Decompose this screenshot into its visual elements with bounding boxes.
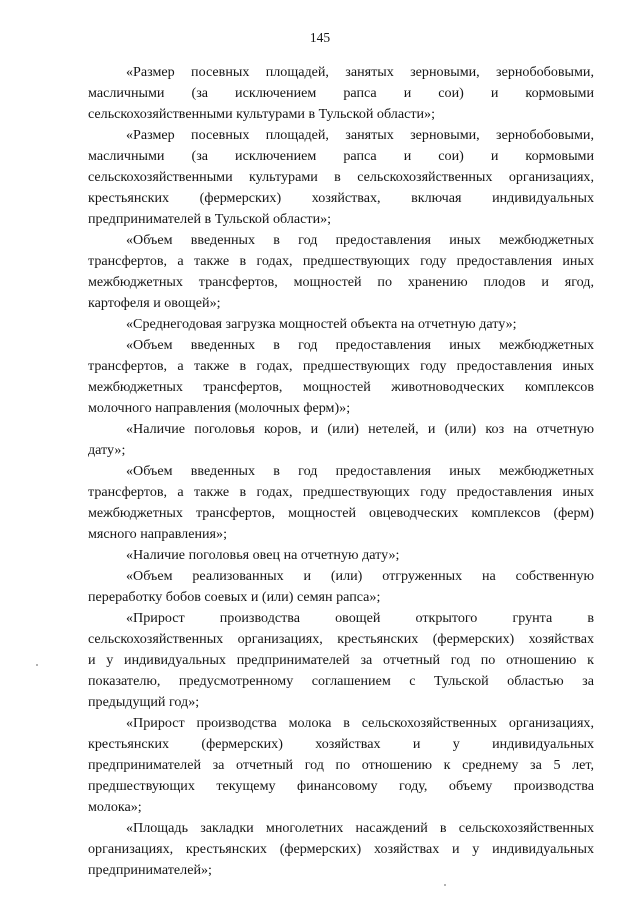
paragraph: [88, 125, 594, 230]
page-number: 145: [309, 30, 331, 45]
paragraph: [88, 335, 594, 419]
text-line: «Объем реализованных и (или) отгруженных на собственную: [126, 568, 594, 584]
paragraph: [88, 419, 594, 461]
text-line: сельскохозяйственными культурами в Тульской области»;: [88, 106, 436, 122]
text-line: «Прирост производства молока в сельскохозяйственных организациях,: [126, 715, 594, 731]
text-line: «Площадь закладки многолетних насаждений в сельскохозяйственных: [126, 820, 594, 836]
text-line: организациях, крестьянских (фермерских) хозяйствах и у индивидуальных: [88, 841, 594, 857]
text-line: трансфертов, а также в годах, предшествующих году предоставления иных: [88, 253, 594, 269]
text-line: межбюджетных трансфертов, мощностей овцеводческих комплексов (ферм): [88, 505, 594, 521]
text-line: молочного направления (молочных ферм)»;: [88, 400, 351, 416]
text-line: картофеля и овощей»;: [88, 295, 221, 311]
text-line: трансфертов, а также в годах, предшествующих году предоставления иных: [88, 484, 594, 500]
text-line: мясного направления»;: [88, 526, 227, 542]
text-line: масличными (за исключением рапса и сои) и кормовыми: [88, 148, 594, 164]
paragraph: [88, 608, 594, 713]
text-line: предпринимателей за отчетный год по отношению к среднему за 5 лет,: [88, 757, 594, 773]
paragraph: [88, 62, 594, 125]
paragraph: [88, 566, 594, 608]
text-line: крестьянских (фермерских) хозяйствах и у индивидуальных: [88, 736, 594, 752]
paragraph: [88, 713, 594, 818]
text-line: предыдущий год»;: [88, 694, 200, 710]
paragraph: [88, 545, 594, 566]
scan-speck: [36, 664, 38, 666]
text-line: сельскохозяйственными культурами в сельскохозяйственных организациях,: [88, 169, 594, 185]
text-line: показателю, предусмотренному соглашением с Тульской областью за: [88, 673, 594, 689]
text-line: переработку бобов соевых и (или) семян рапса»;: [88, 589, 381, 605]
text-line: межбюджетных трансфертов, мощностей животноводческих комплексов: [88, 379, 594, 395]
scan-speck: [444, 884, 446, 886]
paragraph: [88, 461, 594, 545]
text-line: «Объем введенных в год предоставления иных межбюджетных: [126, 337, 594, 353]
text-line: «Наличие поголовья овец на отчетную дату»;: [126, 547, 400, 563]
text-line: «Размер посевных площадей, занятых зерновыми, зернобобовыми,: [126, 127, 594, 143]
text-line: дату»;: [88, 442, 126, 458]
text-line: предшествующих текущему финансовому году, объему производства: [88, 778, 594, 794]
paragraph: [88, 230, 594, 314]
text-line: «Размер посевных площадей, занятых зерновыми, зернобобовыми,: [126, 64, 594, 80]
text-line: «Среднегодовая загрузка мощностей объекта на отчетную дату»;: [126, 316, 517, 332]
text-line: молока»;: [88, 799, 142, 815]
text-line: масличными (за исключением рапса и сои) и кормовыми: [88, 85, 594, 101]
text-line: сельскохозяйственных организациях, крестьянских (фермерских) хозяйствах: [88, 631, 594, 647]
text-line: предпринимателей в Тульской области»;: [88, 211, 332, 227]
text-line: предпринимателей»;: [88, 862, 212, 878]
text-line: «Объем введенных в год предоставления иных межбюджетных: [126, 463, 594, 479]
text-line: межбюджетных трансфертов, мощностей по хранению плодов и ягод,: [88, 274, 594, 290]
text-line: «Наличие поголовья коров, и (или) нетелей, и (или) коз на отчетную: [126, 421, 594, 437]
text-line: трансфертов, а также в годах, предшествующих году предоставления иных: [88, 358, 594, 374]
paragraph: [88, 818, 594, 881]
text-line: крестьянских (фермерских) хозяйствах, включая индивидуальных: [88, 190, 594, 206]
document-body: [88, 62, 594, 881]
text-line: и у индивидуальных предпринимателей за отчетный год по отношению к: [88, 652, 594, 668]
text-line: «Объем введенных в год предоставления иных межбюджетных: [126, 232, 594, 248]
paragraph: [88, 314, 594, 335]
text-line: «Прирост производства овощей открытого грунта в: [126, 610, 594, 626]
